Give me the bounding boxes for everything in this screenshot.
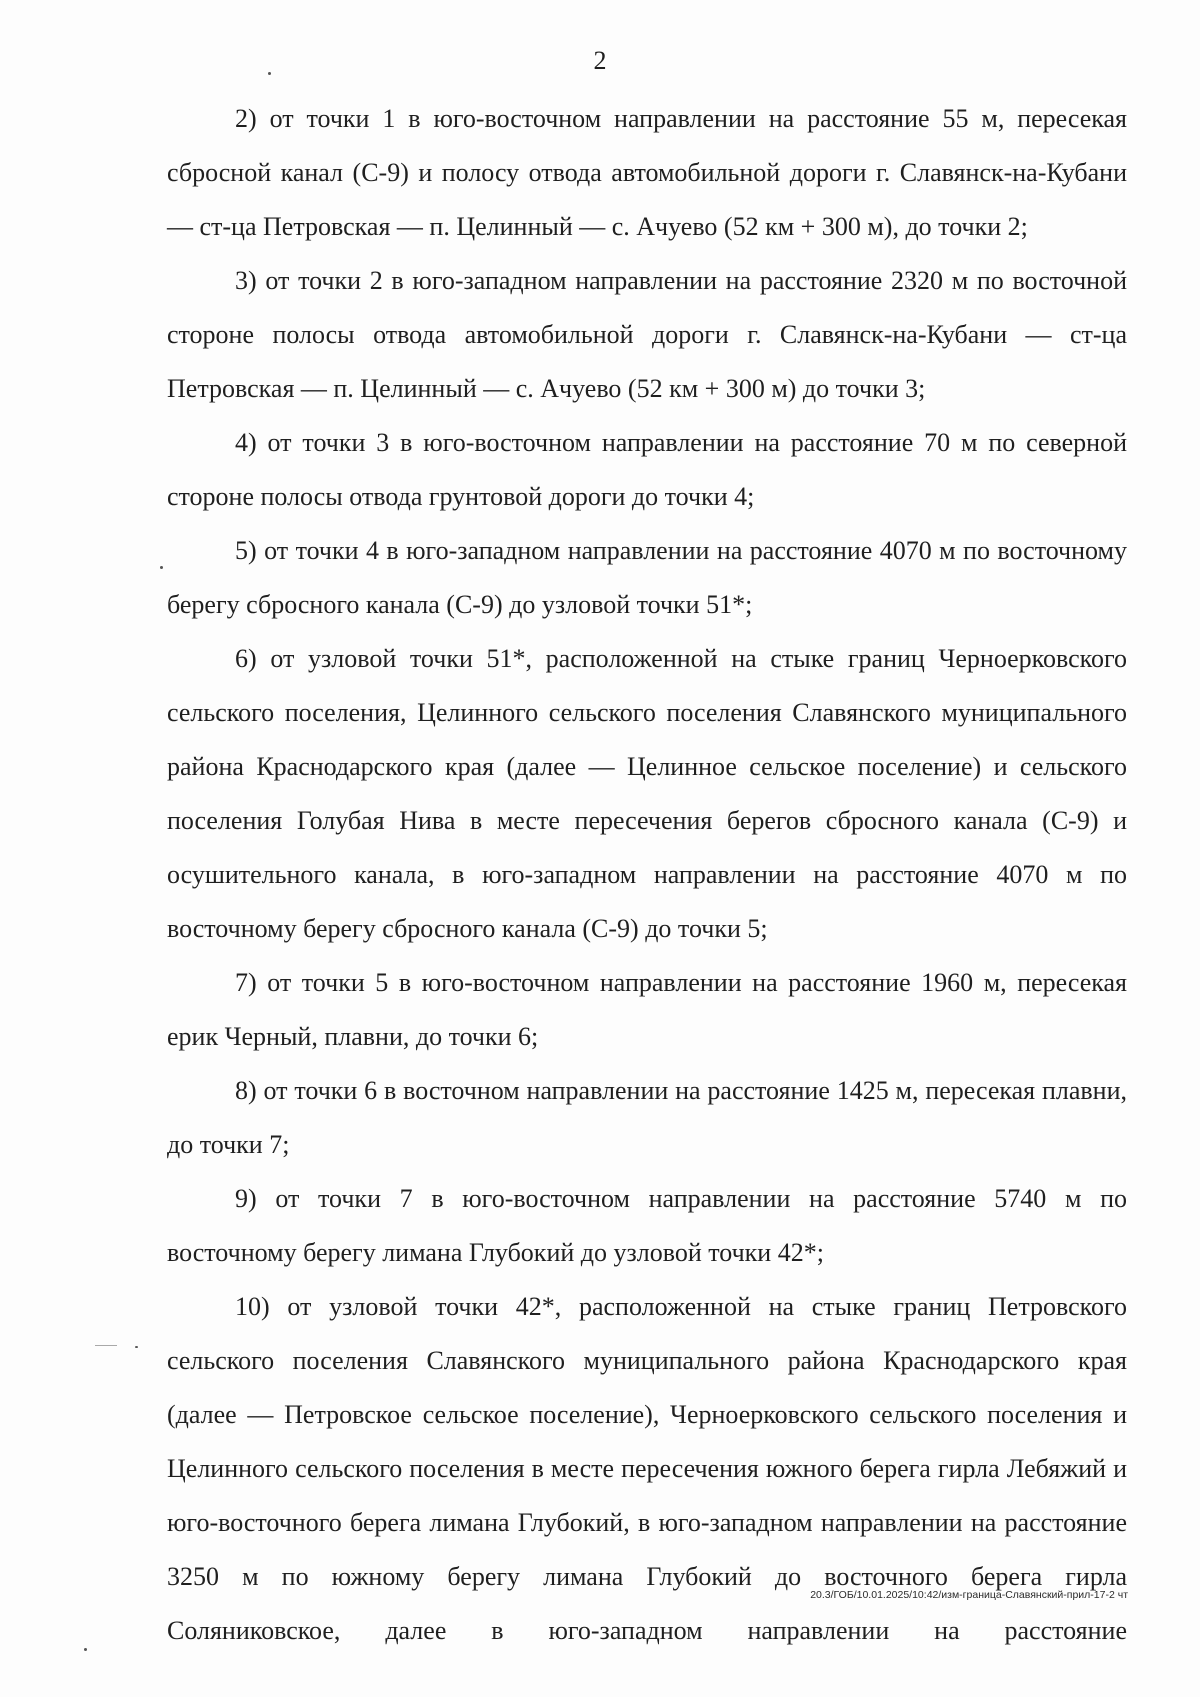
- paragraph-item-8: 8) от точки 6 в восточном направлении на расстояние 1425 м, пересекая плавни, до точки 7;: [167, 1076, 1127, 1159]
- paragraph-item-9: 9) от точки 7 в юго-восточном направлении на расстояние 5740 м по восточному берегу лимана Глубокий до узловой точки 42*;: [167, 1184, 1127, 1267]
- paragraph-item-2: 2) от точки 1 в юго-восточном направлении на расстояние 55 м, пересекая сбросной канал (С-9) и полосу отвода автомобильной дороги г. Славянск-на-Кубани — ст-ца Петровская — п. Целинный — с. Ачуево (52 км + 300 м), до точки 2;: [167, 104, 1127, 241]
- paragraph-item-5: 5) от точки 4 в юго-западном направлении на расстояние 4070 м по восточному берегу сбросного канала (С-9) до узловой точки 51*;: [167, 536, 1127, 619]
- scan-speck: [268, 72, 271, 75]
- paragraph-item-10: 10) от узловой точки 42*, расположенной на стыке границ Петровского сельского поселения Славянского муниципального района Краснодарского края (далее — Петровское сельское поселение), Черноерковского сельского поселения и Целинного сельского поселения в месте пересечения южного берега гирла Лебяжий и юго-восточного берега лимана Глубокий, в юго-западном направлении на расстояние 3250 м по южному берегу лимана Глубокий до восточного берега гирла Соляниковское, далее в юго-западном направлении на расстояние: [167, 1292, 1127, 1645]
- paragraph-item-4: 4) от точки 3 в юго-восточном направлении на расстояние 70 м по северной стороне полосы отвода грунтовой дороги до точки 4;: [167, 428, 1127, 511]
- scan-speck: [160, 566, 163, 569]
- scan-speck: [95, 1345, 117, 1346]
- paragraph-item-6: 6) от узловой точки 51*, расположенной на стыке границ Черноерковского сельского поселения, Целинного сельского поселения Славянского муниципального района Краснодарского края (далее — Целинное сельское поселение) и сельского поселения Голубая Нива в месте пересечения берегов сбросного канала (С-9) и осушительного канала, в юго-западном направлении на расстояние 4070 м по восточному берегу сбросного канала (С-9) до точки 5;: [167, 644, 1127, 943]
- paragraph-item-7: 7) от точки 5 в юго-восточном направлении на расстояние 1960 м, пересекая ерик Черный, плавни, до точки 6;: [167, 968, 1127, 1051]
- document-body: [167, 92, 1127, 1658]
- paragraph-item-3: 3) от точки 2 в юго-западном направлении на расстояние 2320 м по восточной стороне полосы отвода автомобильной дороги г. Славянск-на-Кубани — ст-ца Петровская — п. Целинный — с. Ачуево (52 км + 300 м) до точки 3;: [167, 266, 1127, 403]
- page-number: 2: [593, 46, 607, 75]
- scan-speck: [84, 1648, 87, 1651]
- scan-speck: [135, 1346, 138, 1348]
- document-footer-code: 20.3/ГОБ/10.01.2025/10:42/изм-граница-Славянский-прил-17-2 чт: [810, 1589, 1128, 1601]
